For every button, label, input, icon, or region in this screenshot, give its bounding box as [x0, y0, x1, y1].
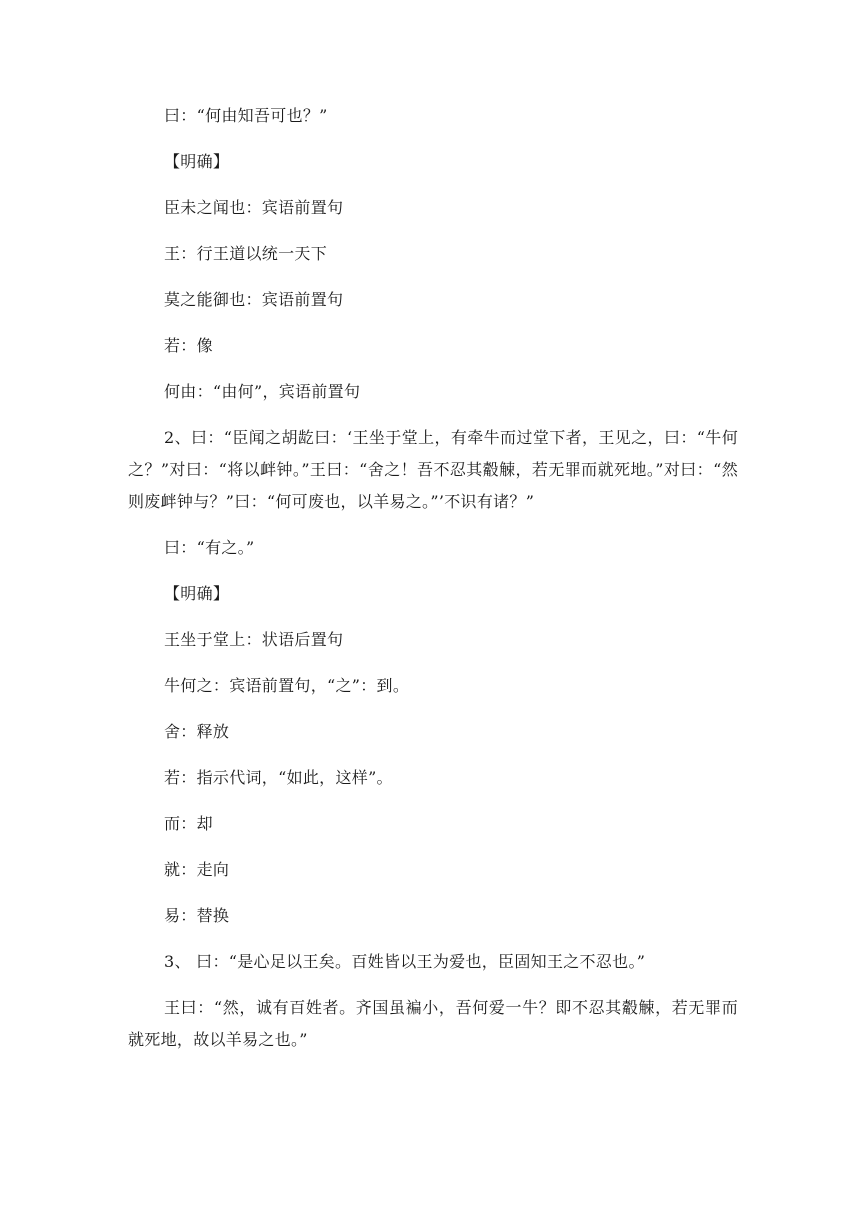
- note-item: 莫之能御也：宾语前置句: [164, 290, 344, 309]
- heading-clarification-2: 【明确】: [164, 584, 230, 603]
- heading-clarification-1: 【明确】: [164, 152, 230, 171]
- note-item: 王坐于堂上：状语后置句: [164, 630, 344, 649]
- note-item: 若：像: [164, 336, 213, 355]
- note-item: 易：替换: [164, 906, 230, 925]
- note-item: 王：行王道以统一天下: [164, 244, 328, 263]
- note-item: 舍：释放: [164, 722, 230, 741]
- note-item: 牛何之：宾语前置句，“之”：到。: [164, 676, 410, 695]
- document-body: [128, 100, 738, 1070]
- paragraph-dialogue-2: 曰：“有之。”: [164, 538, 255, 557]
- paragraph-dialogue-1: 曰：“何由知吾可也？”: [164, 106, 328, 125]
- paragraph-king-reply: 王曰：“然，诚有百姓者。齐国虽褊小，吾何爱一牛？即不忍其觳觫，若无罪而就死地，故以羊易之也。”: [128, 998, 738, 1049]
- note-item: 何由：“由何”，宾语前置句: [164, 382, 361, 401]
- note-item: 就：走向: [164, 860, 230, 879]
- paragraph-passage-2: 2、曰：“臣闻之胡龁曰：‘王坐于堂上，有牵牛而过堂下者，王见之，曰：“牛何之？”对曰：“将以衅钟。”王曰：“舍之！吾不忍其觳觫，若无罪而就死地。”对曰：“然则废衅钟与？”曰：“何可废也，以羊易之。”’不识有诸？”: [128, 428, 738, 511]
- paragraph-passage-3: 3、 曰：“是心足以王矣。百姓皆以王为爱也，臣固知王之不忍也。”: [164, 952, 646, 971]
- note-item: 臣未之闻也：宾语前置句: [164, 198, 344, 217]
- note-item: 若：指示代词，“如此，这样”。: [164, 768, 393, 787]
- note-item: 而：却: [164, 814, 213, 833]
